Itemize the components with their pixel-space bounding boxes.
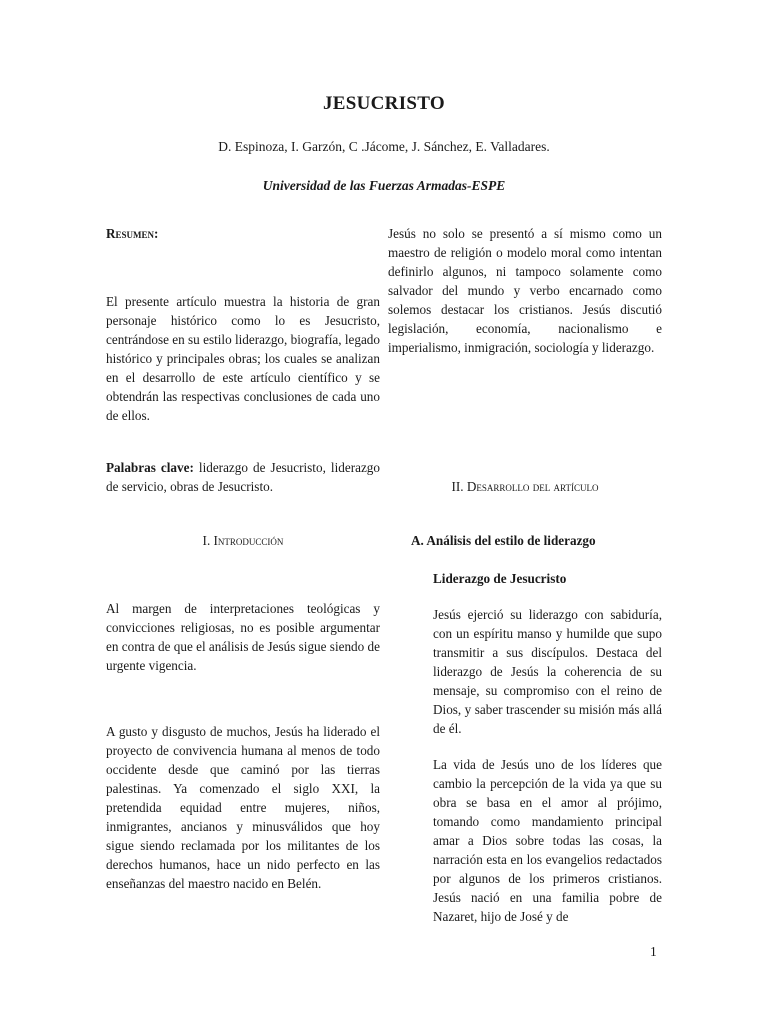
intro-paragraph-1: Al margen de interpretaciones teológicas y convicciones religiosas, no es posible argumentar en contra de que el análisis de Jesús sigue siendo de urgente vigencia.: [106, 601, 380, 673]
intro-paragraph-2: A gusto y disgusto de muchos, Jesús ha liderado el proyecto de convivencia humana al menos de todo occidente desde que caminó por las tierras palestinas. Ya comenzado el siglo XXI, la pretendida equidad entre mujeres, niños, inmigrantes, ancianos y minusválidos que hoy sigue siendo reclamada por los militantes de los derechos humanos, hace un nido perfecto en las enseñanzas del maestro nacido en Belén.: [106, 724, 380, 891]
right-top-paragraph: Jesús no solo se presentó a sí mismo como un maestro de religión o modelo moral como intentan definirlo algunos, ni tampoco solamente como salvador del mundo y verbo encarnado como solemos destacar los cristianos. Jesús discutió legislación, economía, nacionalismo e imperialismo, inmigración, sociología y liderazgo.: [388, 226, 662, 355]
development-paragraph-1: Jesús ejerció su liderazgo con sabiduría, con un espíritu manso y humilde que supo transmitir a sus discípulos. Destaca del liderazgo de Jesús la coherencia de su mensaje, su compromiso con el reino de Dios, y saber trascender su misión más allá de él.: [433, 607, 662, 736]
page-number: 1: [650, 944, 657, 959]
keywords: [106, 458, 380, 496]
keywords-label: Palabras clave:: [106, 460, 194, 475]
keywords-text: liderazgo de Jesucristo, liderazgo de servicio, obras de Jesucristo.: [106, 460, 380, 494]
abstract-text: El presente artículo muestra la historia de gran personaje histórico como lo es Jesucristo, centrándose en su estilo liderazgo, biografía, legado histórico y principales obras; los cuales se analizan en el desarrollo de este artículo científico y se obtendrán las respectivas conclusiones de cada uno de ellos.: [106, 294, 380, 423]
paper-title: JESUCRISTO: [323, 93, 445, 114]
author-list: D. Espinoza, I. Garzón, C .Jácome, J. Sánchez, E. Valladares.: [218, 139, 550, 154]
affiliation: Universidad de las Fuerzas Armadas-ESPE: [262, 178, 506, 193]
section-heading-development: II. Desarrollo del artículo: [451, 479, 599, 494]
subsection-heading-a: A. Análisis del estilo de liderazgo: [411, 533, 596, 548]
abstract-heading: Resumen:: [106, 226, 159, 241]
development-paragraph-2: La vida de Jesús uno de los líderes que cambio la percepción de la vida ya que su obra se basa en el amor al prójimo, tomando como mandamiento principal amar a Dios sobre todas las cosas, la narración esta en los evangelios redactados por algunos de los primeros cristianos. Jesús nació en una familia pobre de Nazaret, hijo de José y de: [433, 757, 662, 924]
subsubsection-heading: Liderazgo de Jesucristo: [433, 571, 567, 586]
section-heading-introduction: I. Introducción: [202, 533, 284, 548]
